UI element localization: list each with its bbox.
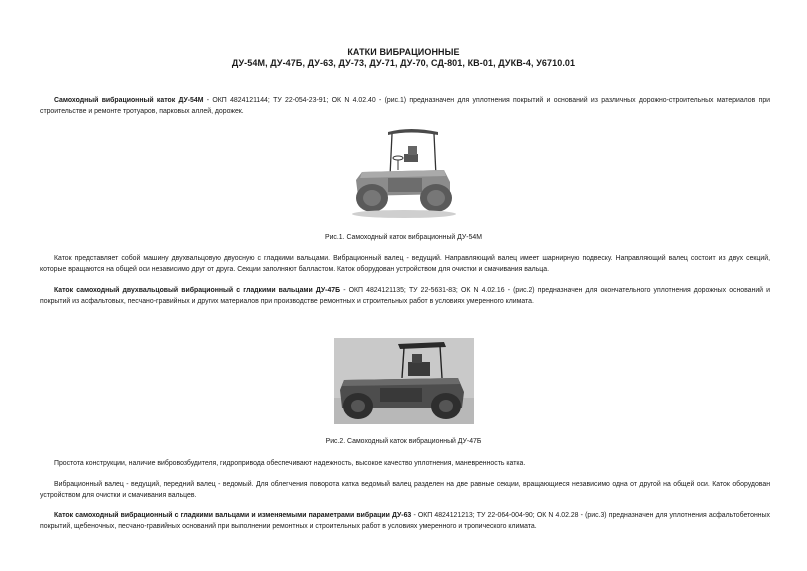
page-subtitle-models: ДУ-54М, ДУ-47Б, ДУ-63, ДУ-73, ДУ-71, ДУ-70, СД-801, КВ-01, ДУКВ-4, У6710.01 [231,58,576,68]
paragraph-lead: Самоходный вибрационный каток ДУ-54М [54,97,204,104]
paragraph-body: - ОКП 4824121144; ТУ 22-054-23-91; ОК N 4.02.40 - (рис.1) предназначен для уплотнения покрытий и оснований из различных дорожно-строительных материалов при строительстве и ремонте тротуаров, парковых аллей, дорожек. [40,97,770,115]
paragraph-body: - ОКП 4824121135; ТУ 22-5631-83; ОК N 4.02.16 - (рис.2) предназначен для окончательного уплотнения дорожных оснований и покрытий из асфальтовых, песчано-гравийных и других материалов при производстве ремонтных и строительных работ в условиях умеренного климата. [40,287,771,305]
figure-1-caption: Рис.1. Самоходный каток вибрационный ДУ-54М [324,234,483,241]
paragraph-body: - ОКП 4824121213; ТУ 22-064-004-90; ОК N 4.02.28 - (рис.3) предназначен для уплотнения асфальтобетонных покрытий, щебеночных, песчано-гравийных оснований при выполнении ремонтных и строительных работ в условиях умеренного и тропического климата. [40,512,770,530]
paragraph-lead: Каток самоходный двухвальцовый вибрационный с гладкими вальцами ДУ-47Б [54,287,341,294]
paragraph-du47b-features: Простота конструкции, наличие вибровозбудителя, гидропривода обеспечивают надежность, высокое качество уплотнения, маневренность катка. [54,460,526,467]
roller-du47b-photo [334,338,474,424]
roller-du54m-photo [348,124,462,220]
paragraph-du54m-intro [40,95,770,117]
figure-2-caption: Рис.2. Самоходный каток вибрационный ДУ-47Б [325,438,482,445]
page-title: КАТКИ ВИБРАЦИОННЫЕ [347,47,460,57]
paragraph-du47b-drums: Вибрационный валец - ведущий, передний валец - ведомый. Для облегчения поворота катка ведомый валец разделен на две равные секции, вращающиеся независимо одна от другой на общей оси. Каток оборудован устройством для очистки и смачивания вальцев. [40,481,770,499]
paragraph-du63-intro [40,510,770,532]
paragraph-du54m-description: Каток представляет собой машину двухвальцовую двуосную с гладкими вальцами. Вибрационный валец - ведущий. Направляющий валец имеет шарнирную подвеску. Направляющий валец состоит из двух секций, которые вращаются на общей оси независимо друг от друга. Секции заполняют балластом. Каток оборудован устройством для очистки и смачивания вальца. [40,255,770,273]
paragraph-du47b-intro [40,285,770,307]
paragraph-lead: Каток самоходный вибрационный с гладкими вальцами и изменяемыми параметрами вибрации ДУ-63 [54,512,412,519]
